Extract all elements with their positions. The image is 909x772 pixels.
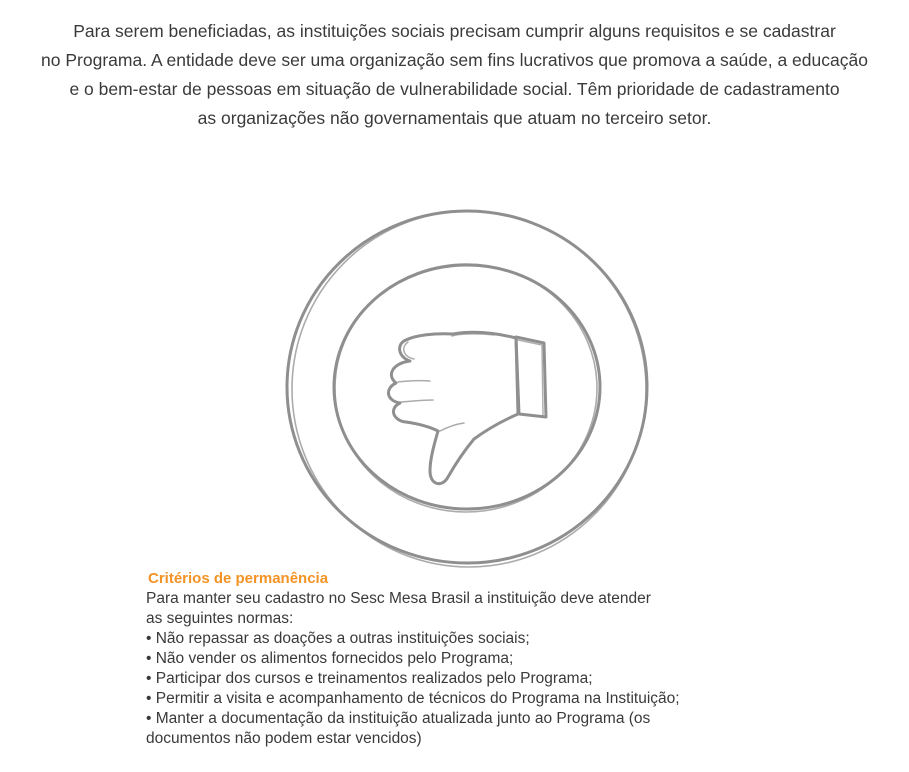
intro-paragraph (10, 17, 899, 133)
criteria-rule: • Não vender os alimentos fornecidos pelo Programa; (146, 650, 514, 667)
criteria-line: documentos não podem estar vencidos) (146, 730, 422, 747)
intro-line: e o bem-estar de pessoas em situação de vulnerabilidade social. Têm prioridade de cadastramento (69, 79, 840, 99)
criteria-section (146, 569, 786, 749)
thumb-hand (388, 332, 518, 483)
thumbs-down-icon (280, 205, 655, 575)
intro-line: no Programa. A entidade deve ser uma organização sem fins lucrativos que promova a saúde, a educação (41, 50, 868, 70)
criteria-rule: • Permitir a visita e acompanhamento de técnicos do Programa na Instituição; (146, 690, 680, 707)
intro-line: as organizações não governamentais que atuam no terceiro setor. (197, 108, 712, 128)
criteria-title: Critérios de permanência (148, 570, 329, 587)
intro-line: Para serem beneficiadas, as instituições sociais precisam cumprir alguns requisitos e se cadastrar (73, 21, 836, 41)
criteria-rule: • Manter a documentação da instituição atualizada junto ao Programa (os (146, 710, 651, 727)
criteria-body (146, 589, 786, 749)
criteria-line: Para manter seu cadastro no Sesc Mesa Brasil a instituição deve atender (146, 590, 651, 607)
criteria-rule: • Não repassar as doações a outras instituições sociais; (146, 630, 530, 647)
criteria-line: as seguintes normas: (146, 610, 294, 627)
criteria-rule: • Participar dos cursos e treinamentos realizados pelo Programa; (146, 670, 593, 687)
